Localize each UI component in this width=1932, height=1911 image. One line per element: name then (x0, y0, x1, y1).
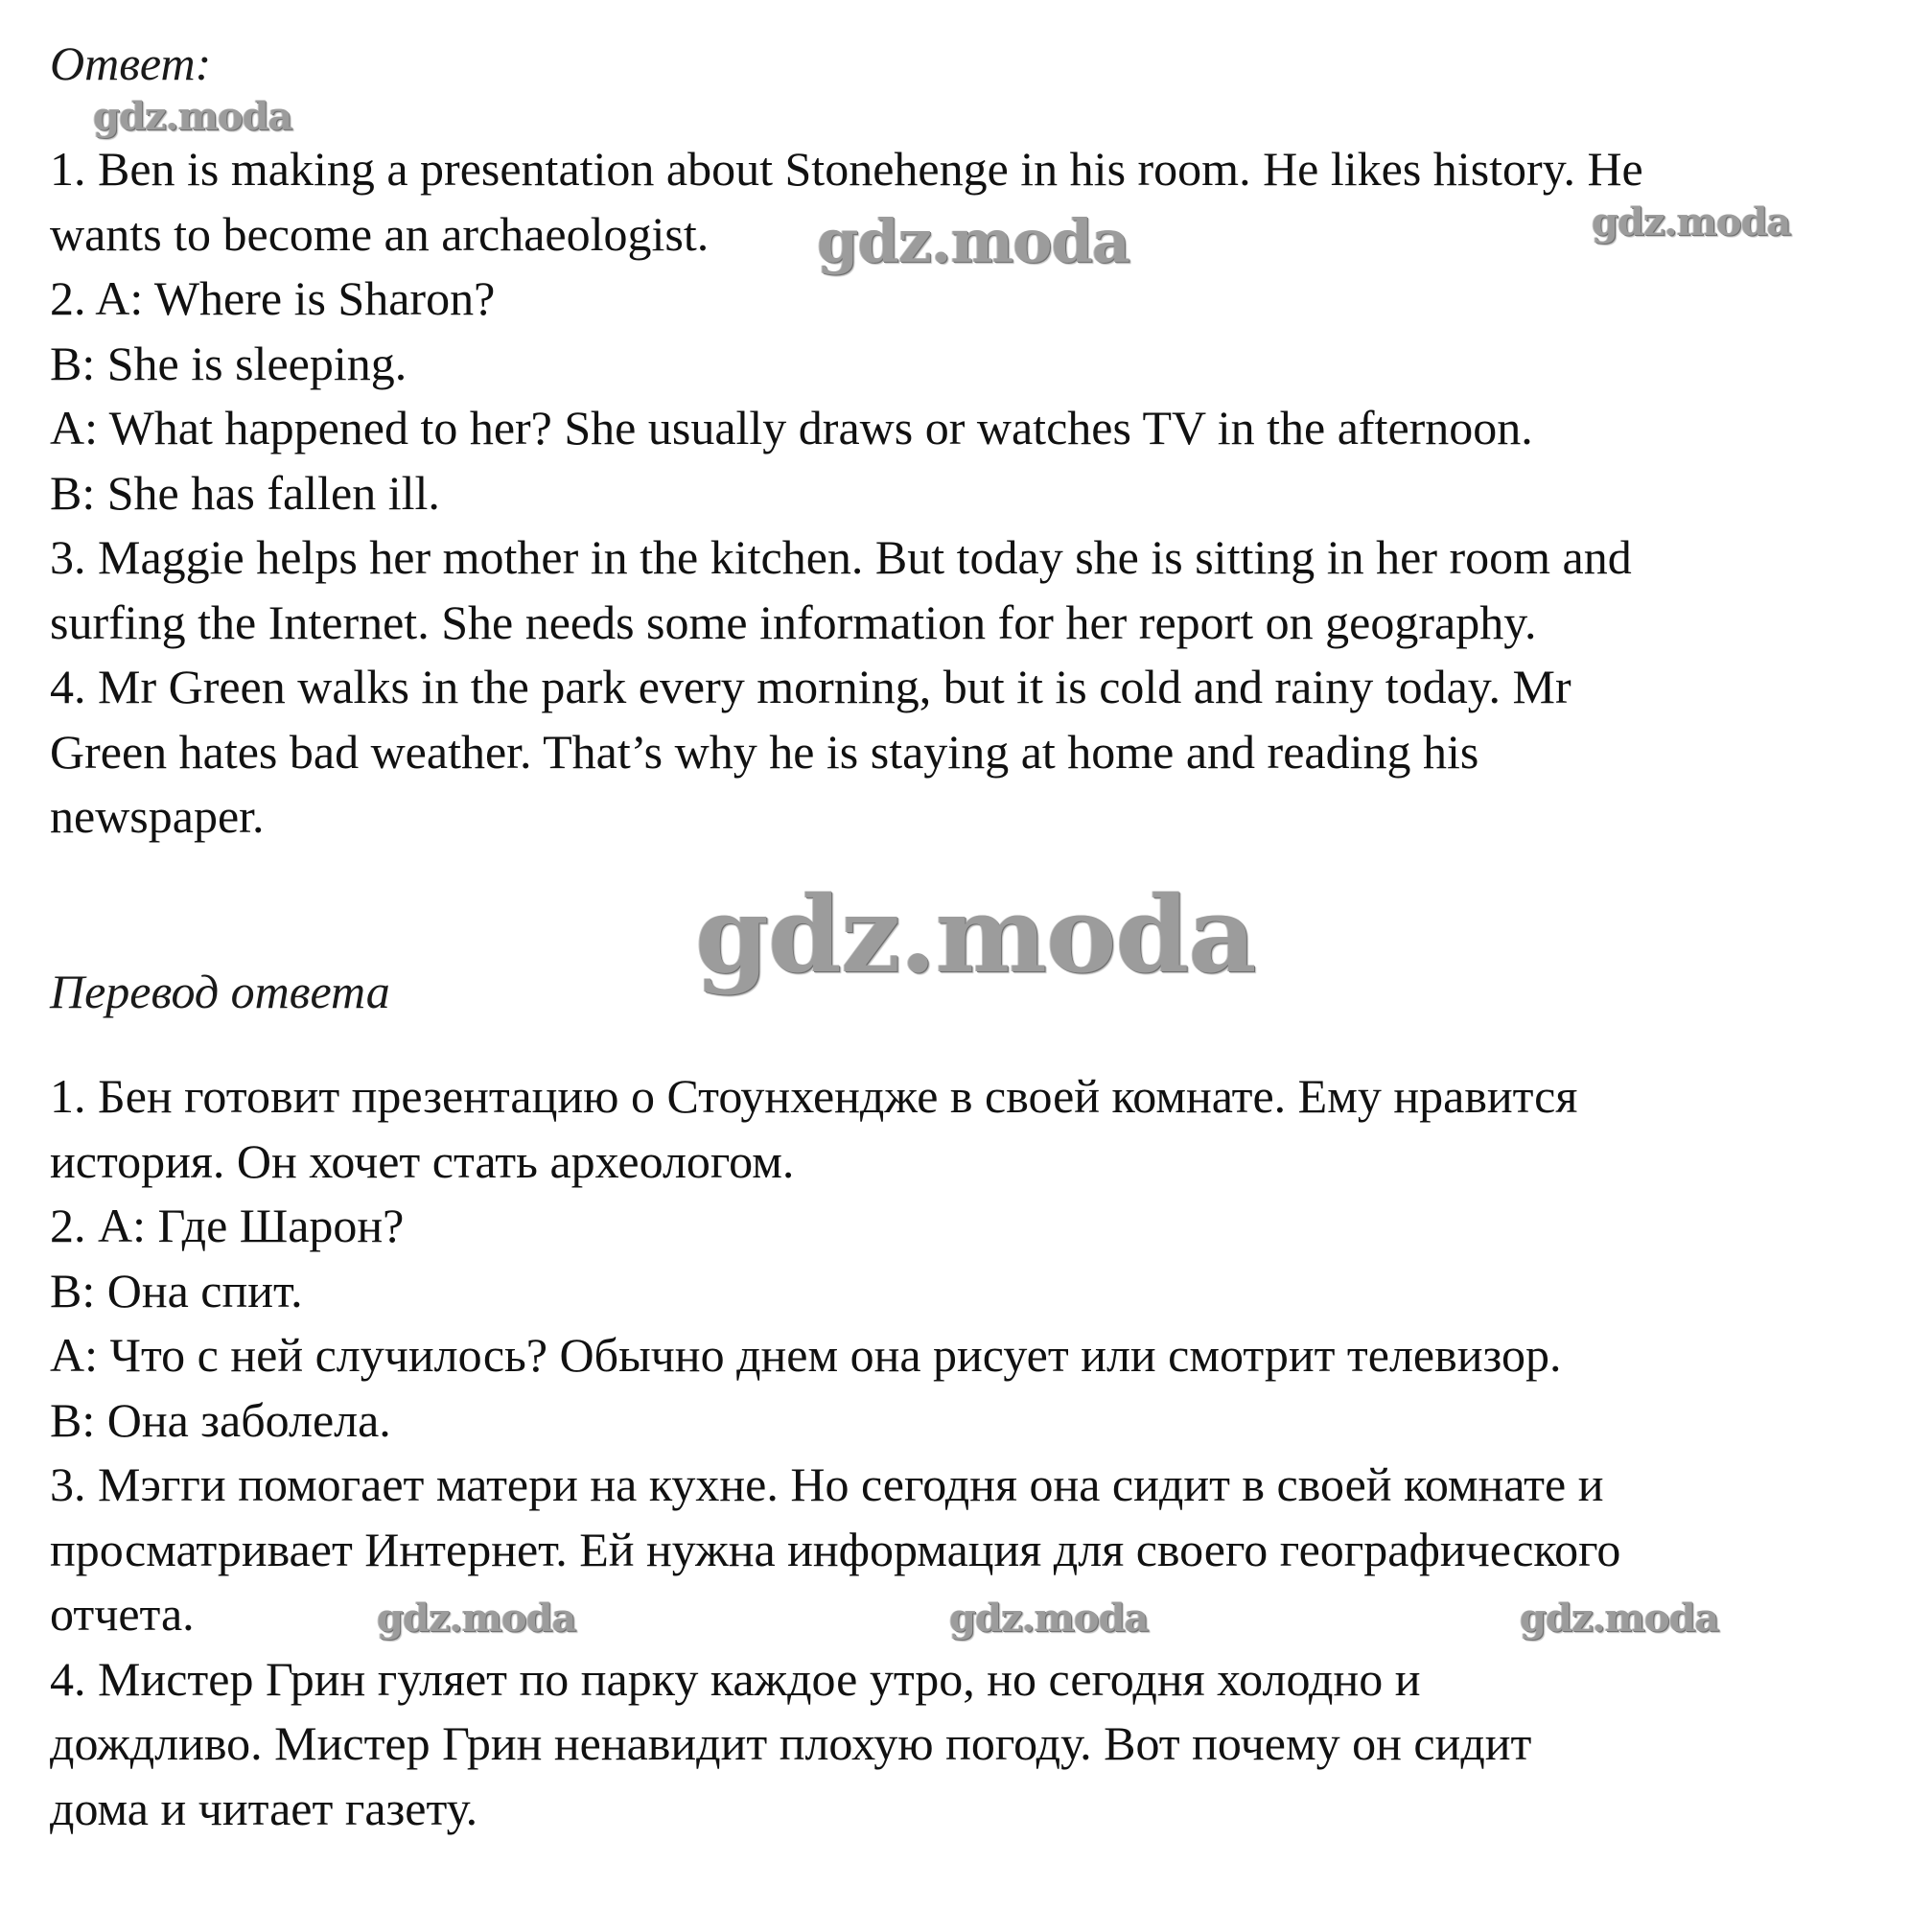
answer-line: wants to become an archaeologist. (50, 206, 710, 261)
answer-line: newspaper. (50, 789, 265, 843)
answer-line: A: What happened to her? She usually draws or watches TV in the afternoon. (50, 401, 1533, 454)
answer-line: 1. Ben is making a presentation about Stonehenge in his room. He likes history. He (50, 142, 1643, 196)
answer-line: 3. Maggie helps her mother in the kitchen. But today she is sitting in her room and (50, 530, 1632, 584)
watermark: gdz.moda (377, 1596, 576, 1641)
translation-line: 2. А: Где Шарон? (50, 1199, 405, 1252)
answer-line: 2. A: Where is Sharon? (50, 271, 496, 325)
translation-line: отчета. (50, 1587, 195, 1641)
watermark: gdz.moda (949, 1596, 1149, 1641)
translation-line: дождливо. Мистер Грин ненавидит плохую погоду. Вот почему он сидит (50, 1716, 1532, 1770)
watermark: gdz.moda (1520, 1596, 1719, 1641)
translation-line: 3. Мэгги помогает матери на кухне. Но сегодня она сидит в своей комнате и (50, 1457, 1604, 1511)
watermark: gdz.moda (695, 873, 1256, 996)
translation-line: 4. Мистер Грин гуляет по парку каждое утро, но сегодня холодно и (50, 1651, 1421, 1706)
translation-line: дома и читает газету. (50, 1781, 478, 1835)
answer-line: surfing the Internet. She needs some information for her report on geography. (50, 594, 1537, 649)
translation-heading: Перевод ответа (50, 965, 390, 1018)
answer-heading: Ответ: (50, 36, 212, 90)
translation-text (50, 1064, 1915, 1841)
answer-line: Green hates bad weather. That’s why he is staying at home and reading his (50, 724, 1479, 779)
translation-line: 1. Бен готовит презентацию о Стоунхендже в своей комнате. Ему нравится (50, 1069, 1578, 1123)
answer-line: B: She is sleeping. (50, 336, 407, 390)
translation-line: В: Она спит. (50, 1263, 303, 1317)
answer-line: B: She has fallen ill. (50, 465, 440, 520)
watermark: gdz.moda (93, 94, 292, 139)
translation-line: просматривает Интернет. Ей нужна информация для своего географического (50, 1522, 1621, 1576)
answer-line: 4. Mr Green walks in the park every morning, but it is cold and rainy today. Mr (50, 660, 1571, 713)
watermark: gdz.moda (817, 206, 1129, 276)
translation-line: В: Она заболела. (50, 1392, 391, 1447)
translation-line: история. Он хочет стать археологом. (50, 1133, 795, 1188)
translation-line: А: Что с ней случилось? Обычно днем она рисует или смотрит телевизор. (50, 1328, 1562, 1382)
watermark: gdz.moda (1592, 199, 1791, 245)
